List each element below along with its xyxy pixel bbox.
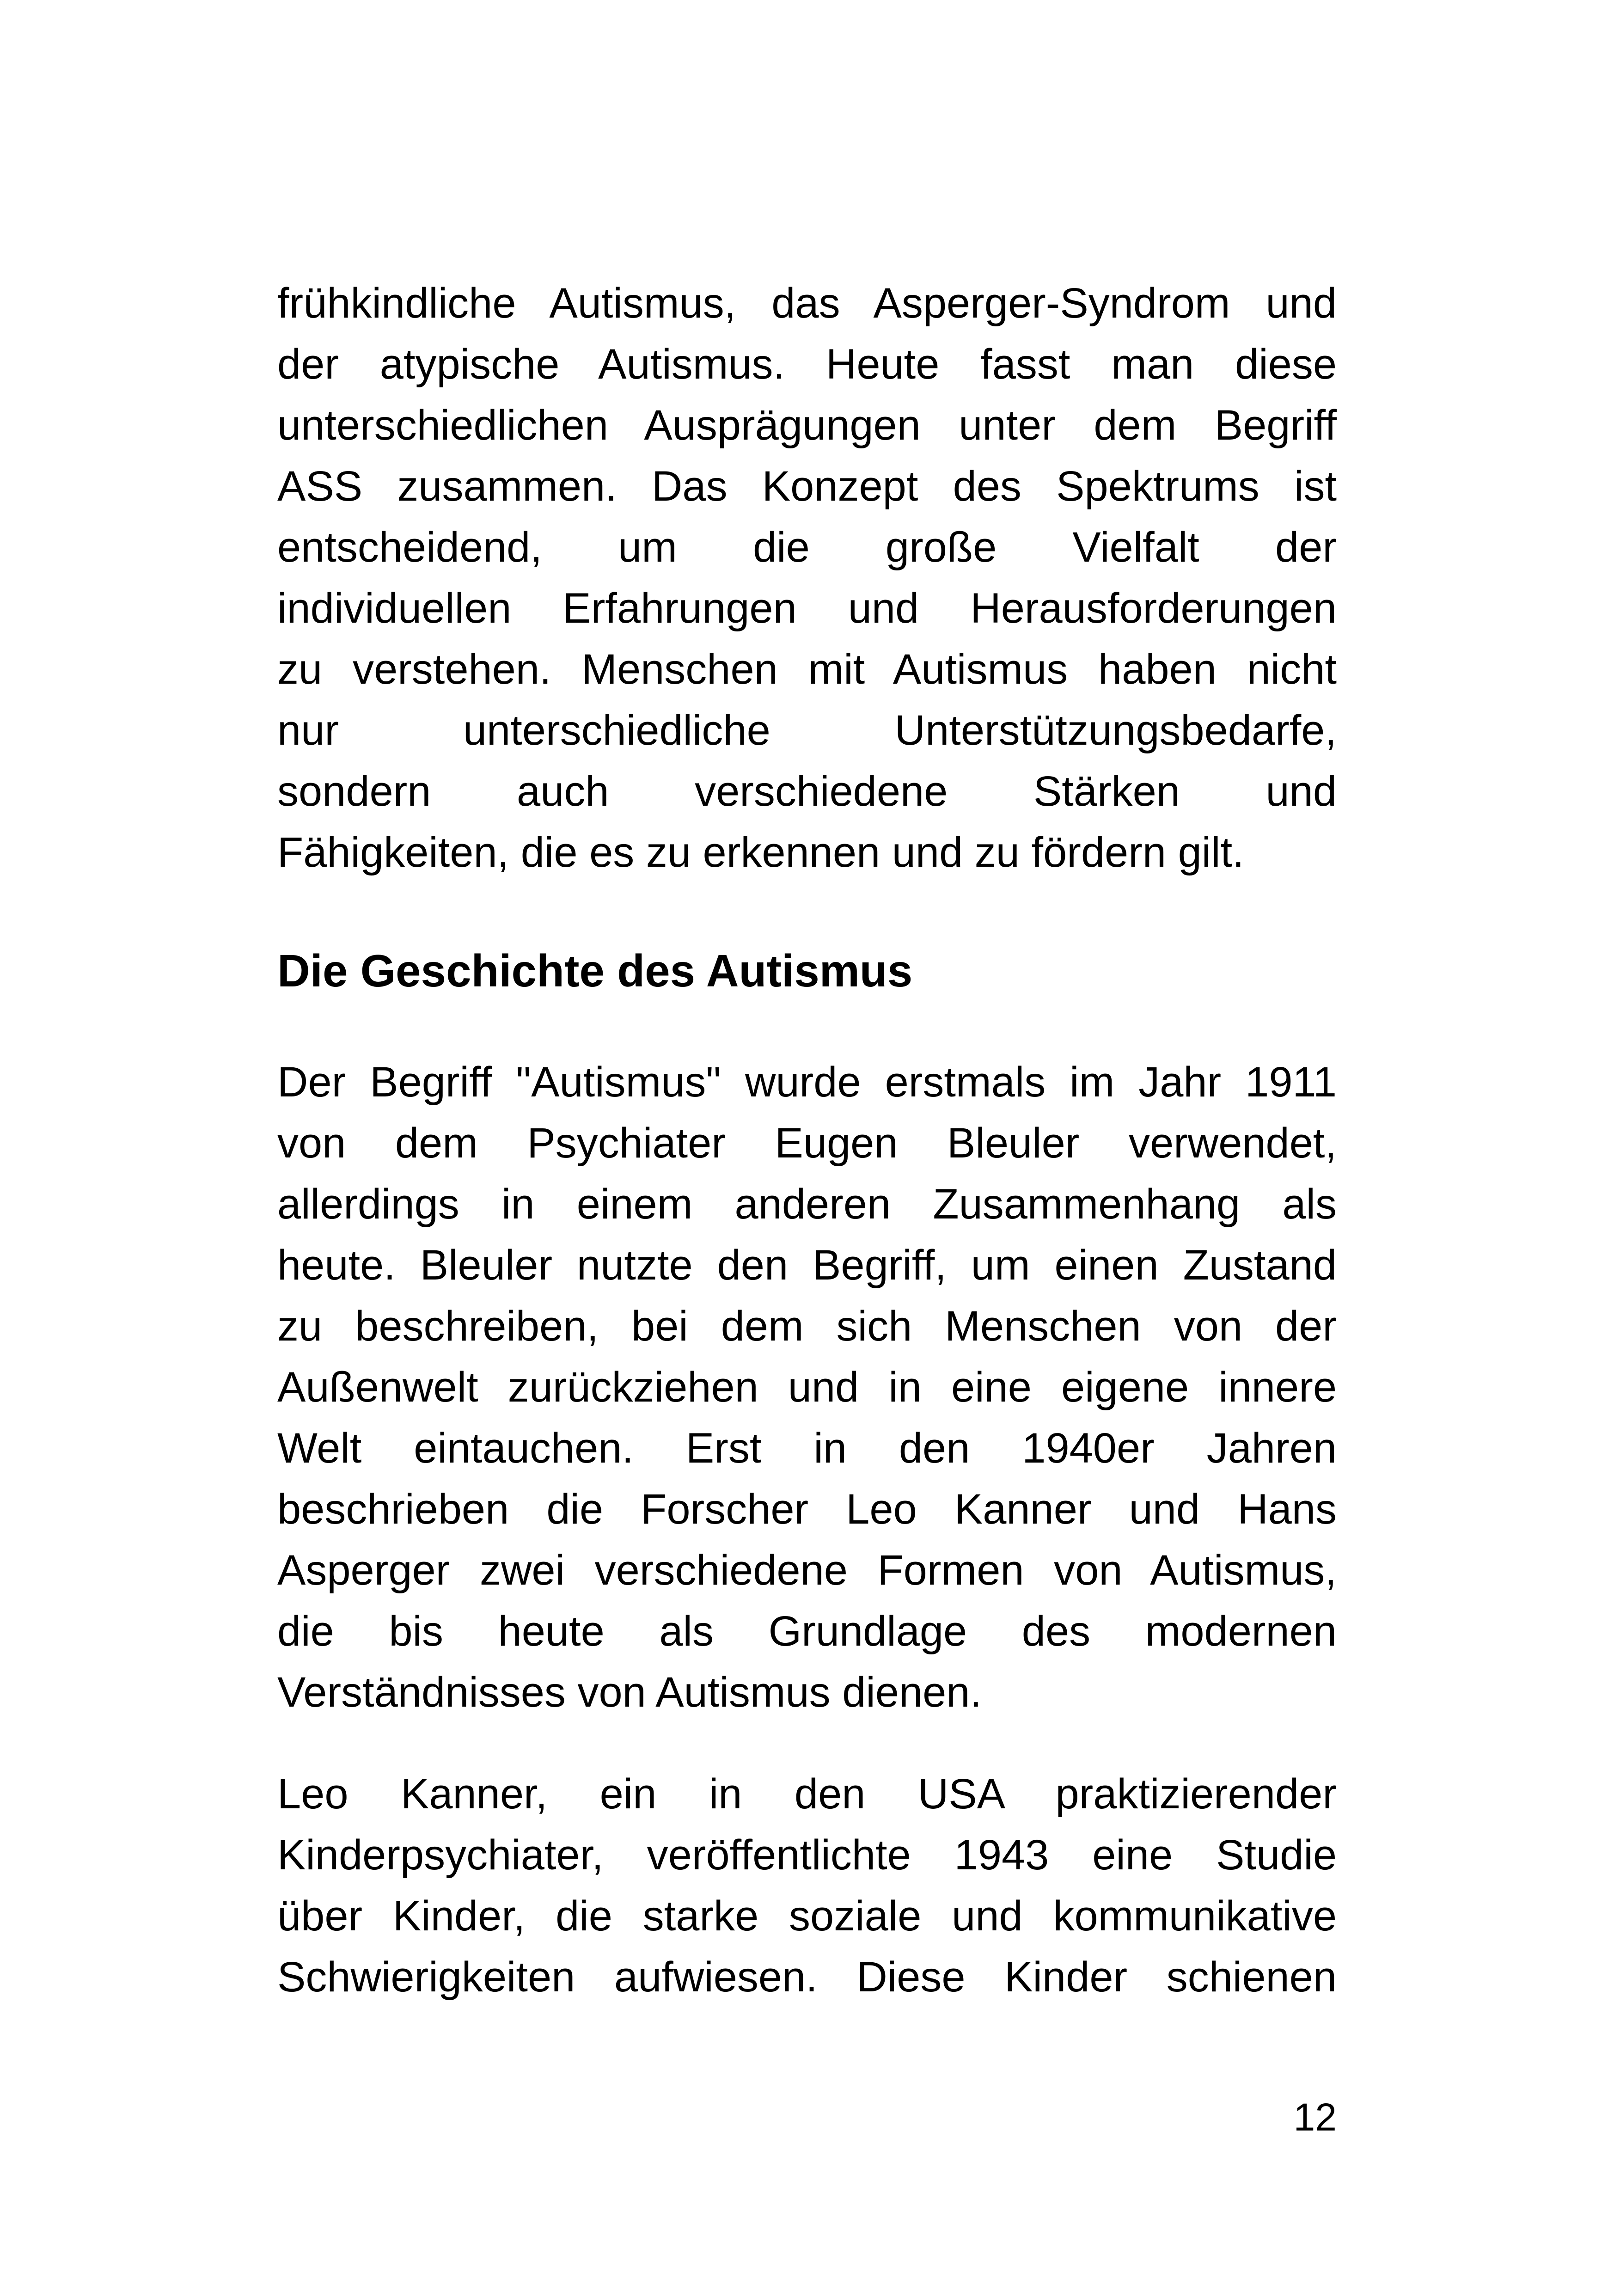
paragraph-line: entscheidend, um die große Vielfalt der <box>277 524 1337 571</box>
paragraph-line: allerdings in einem anderen Zusammenhang als <box>277 1181 1337 1228</box>
paragraph-line: über Kinder, die starke soziale und kommunikative <box>277 1892 1337 1940</box>
paragraph-line: zu beschreiben, bei dem sich Menschen von der <box>277 1303 1337 1350</box>
paragraph-3 <box>277 1763 1337 2008</box>
paragraph-1 <box>277 273 1337 883</box>
paragraph-line: heute. Bleuler nutzte den Begriff, um einen Zustand <box>277 1242 1337 1289</box>
paragraph-line: Asperger zwei verschiedene Formen von Autismus, <box>277 1547 1337 1594</box>
paragraph-line: Verständnisses von Autismus dienen. <box>277 1669 982 1716</box>
paragraph-line: ASS zusammen. Das Konzept des Spektrums ist <box>277 463 1337 510</box>
paragraph-line: Welt eintauchen. Erst in den 1940er Jahren <box>277 1425 1337 1472</box>
paragraph-line: die bis heute als Grundlage des modernen <box>277 1608 1337 1655</box>
paragraph-line: Kinderpsychiater, veröffentlichte 1943 eine Studie <box>277 1831 1337 1879</box>
paragraph-line: Leo Kanner, ein in den USA praktizierender <box>277 1770 1337 1818</box>
paragraph-line: von dem Psychiater Eugen Bleuler verwendet, <box>277 1120 1337 1167</box>
paragraph-line: der atypische Autismus. Heute fasst man diese <box>277 341 1337 388</box>
paragraph-line: Der Begriff "Autismus" wurde erstmals im Jahr 1911 <box>277 1059 1337 1106</box>
page-number: 12 <box>1293 2095 1337 2139</box>
paragraph-line: frühkindliche Autismus, das Asperger-Syndrom und <box>277 280 1337 327</box>
section-heading: Die Geschichte des Autismus <box>277 945 913 996</box>
paragraph-line: Fähigkeiten, die es zu erkennen und zu fördern gilt. <box>277 829 1244 876</box>
paragraph-line: Außenwelt zurückziehen und in eine eigene innere <box>277 1364 1337 1411</box>
paragraph-line: unterschiedlichen Ausprägungen unter dem Begriff <box>277 402 1337 449</box>
paragraph-line: sondern auch verschiedene Stärken und <box>277 768 1337 815</box>
paragraph-line: zu verstehen. Menschen mit Autismus haben nicht <box>277 646 1337 693</box>
paragraph-line: nur unterschiedliche Unterstützungsbedarfe, <box>277 707 1337 754</box>
paragraph-line: individuellen Erfahrungen und Herausforderungen <box>277 585 1337 632</box>
paragraph-line: Schwierigkeiten aufwiesen. Diese Kinder schienen <box>277 1953 1337 2001</box>
paragraph-2 <box>277 1052 1337 1723</box>
paragraph-line: beschrieben die Forscher Leo Kanner und Hans <box>277 1486 1337 1533</box>
